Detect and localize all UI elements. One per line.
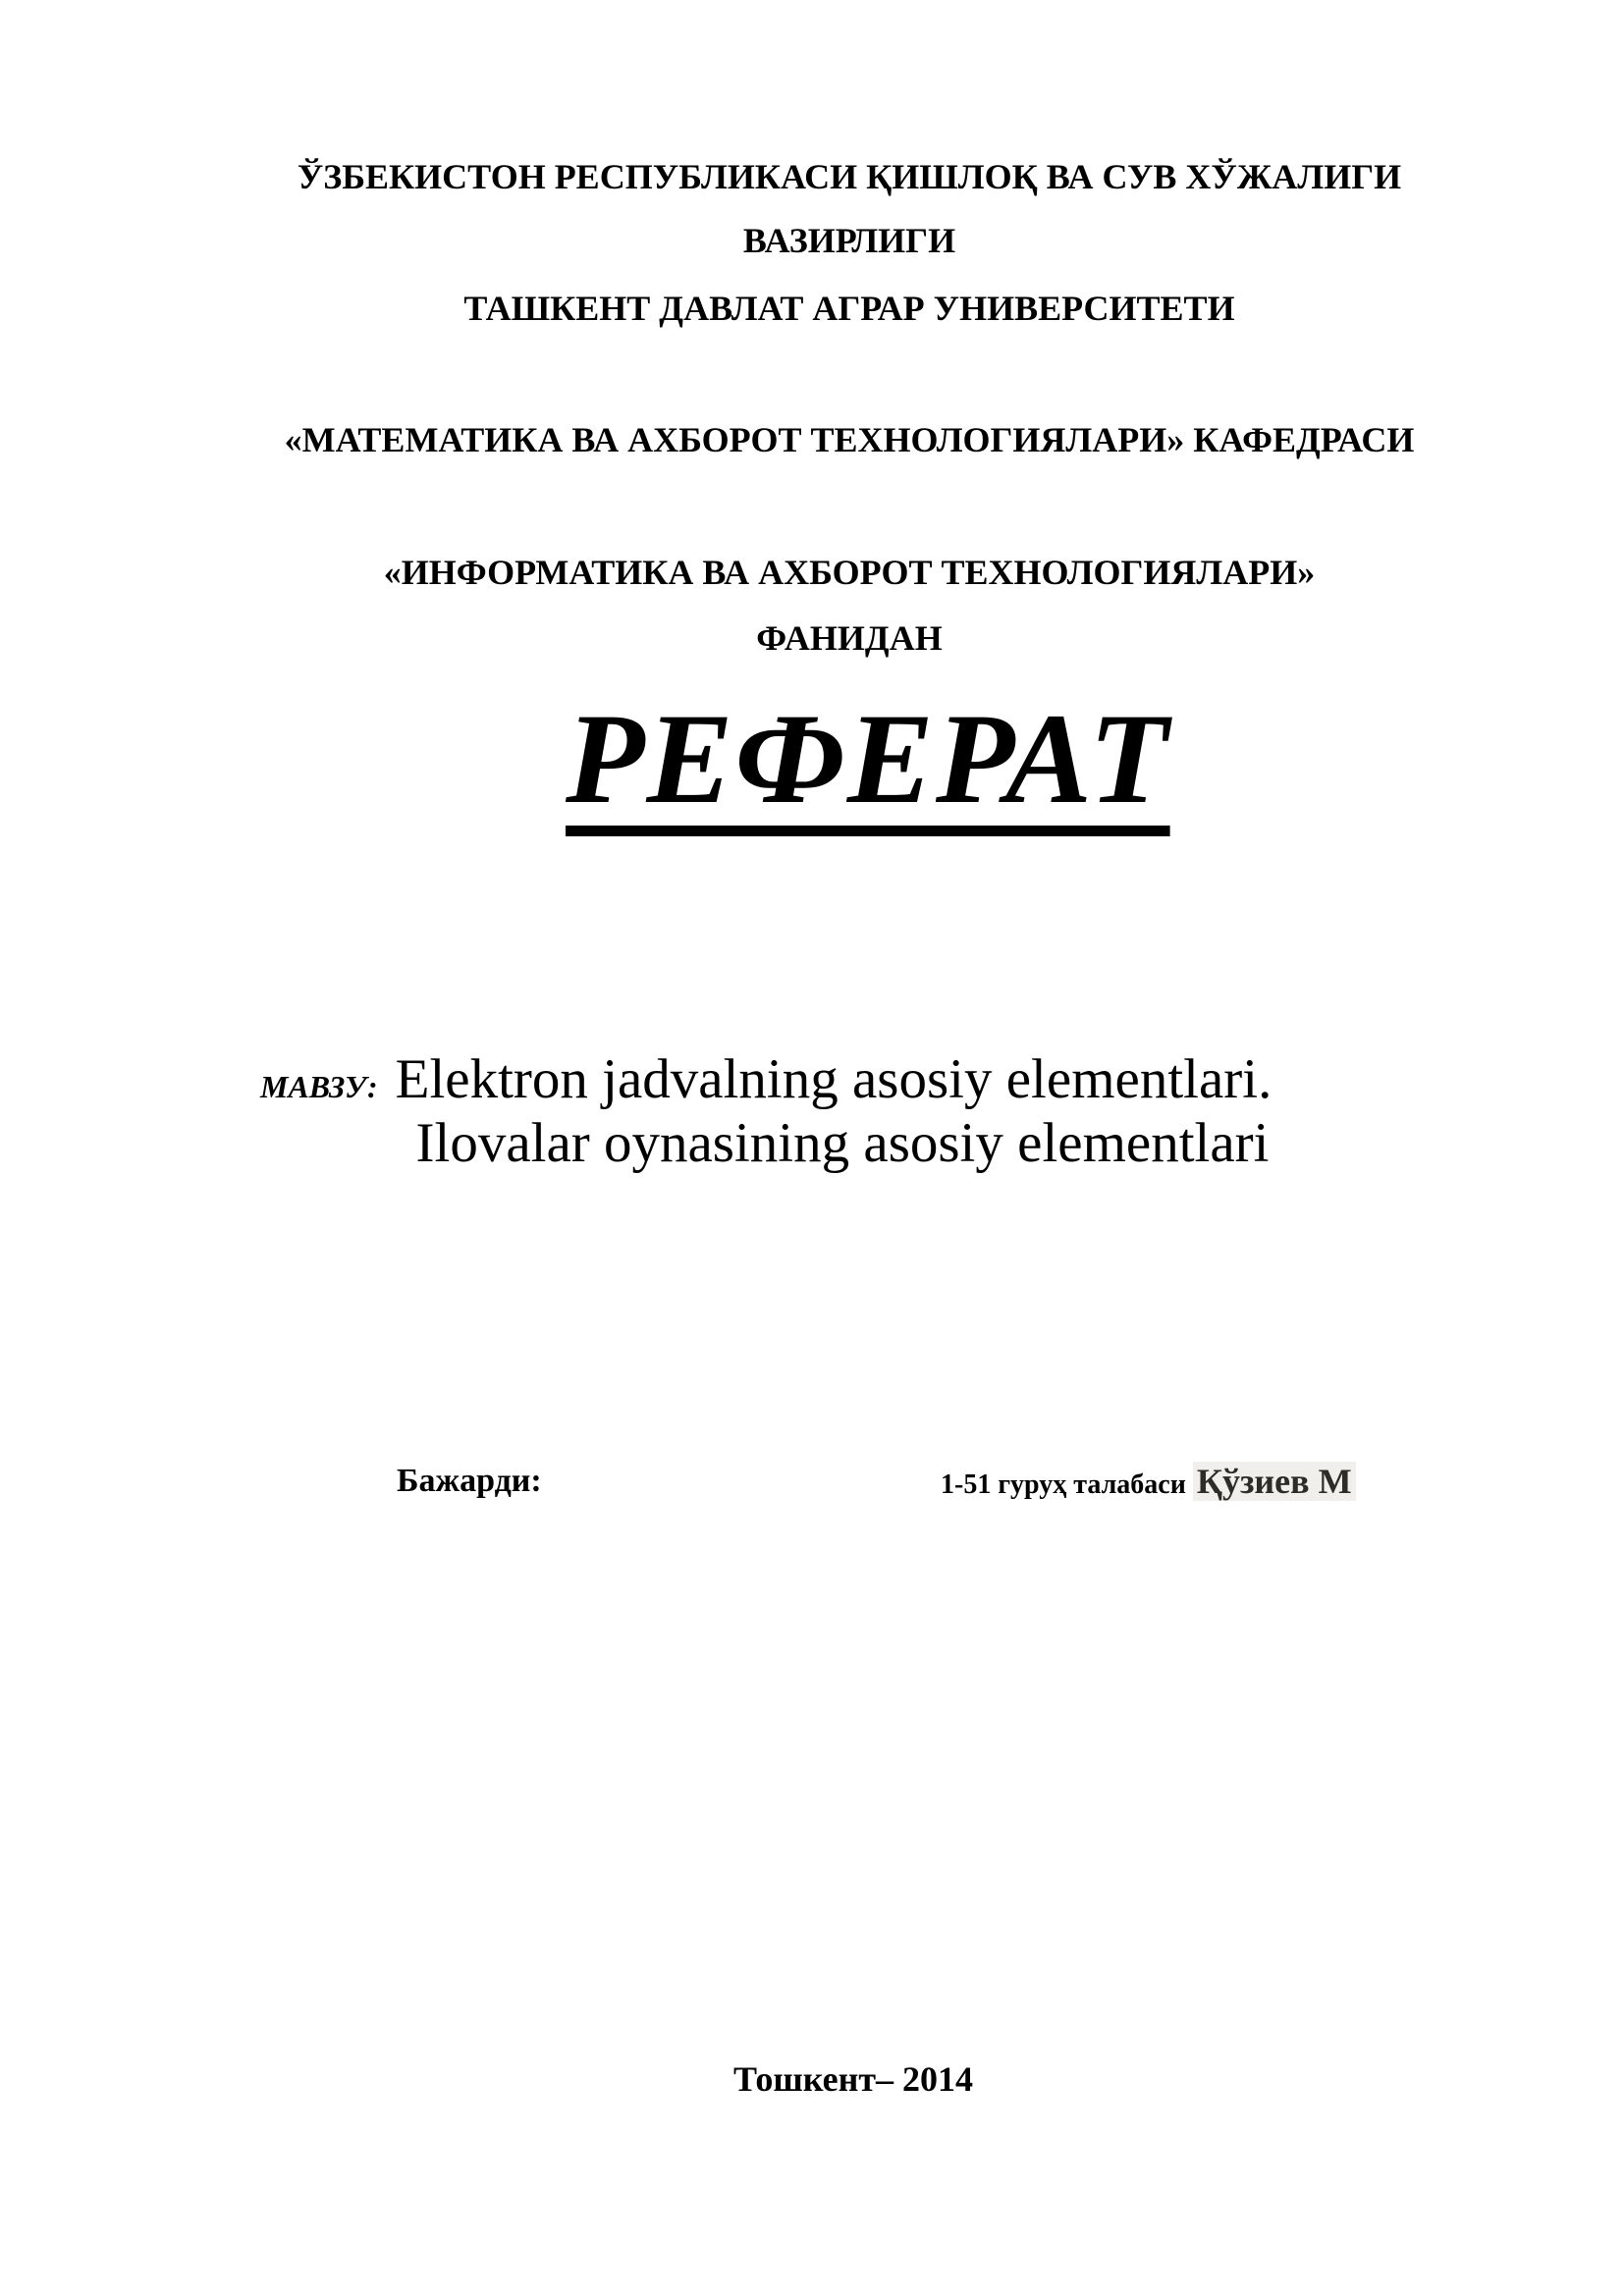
student-info (941, 1460, 1356, 1507)
performed-by-label: Бажарди: (397, 1463, 542, 1499)
university-name: ТАШКЕНТ ДАВЛАТ АГРАР УНИВЕРСИТЕТИ (463, 289, 1235, 328)
topic-text-line1: Elektron jadvalning asosiy elementlari. (395, 1048, 1272, 1110)
ministry-title-line2: ВАЗИРЛИГИ (742, 221, 956, 260)
document-title: РЕФЕРАТ (566, 686, 1170, 830)
student-group: 1-51 гуруҳ талабаси (941, 1469, 1186, 1500)
subject-name-line2: ФАНИДАН (756, 618, 943, 658)
student-name: Қўзиев М (1193, 1462, 1356, 1501)
department-name: «МАТЕМАТИКА ВА АХБОРОТ ТЕХНОЛОГИЯЛАРИ» КАФЕДРАСИ (284, 420, 1415, 459)
topic-text-line2: Ilovalar oynasining asosiy elementlari (415, 1112, 1270, 1174)
city-year: Тошкент– 2014 (732, 2059, 974, 2099)
ministry-title-line1: ЎЗБЕКИСТОН РЕСПУБЛИКАСИ ҚИШЛОҚ ВА СУВ ХЎЖАЛИГИ (297, 157, 1402, 196)
topic-label: МАВЗУ: (260, 1069, 378, 1104)
subject-name-line1: «ИНФОРМАТИКА ВА АХБОРОТ ТЕХНОЛОГИЯЛАРИ» (383, 553, 1316, 592)
